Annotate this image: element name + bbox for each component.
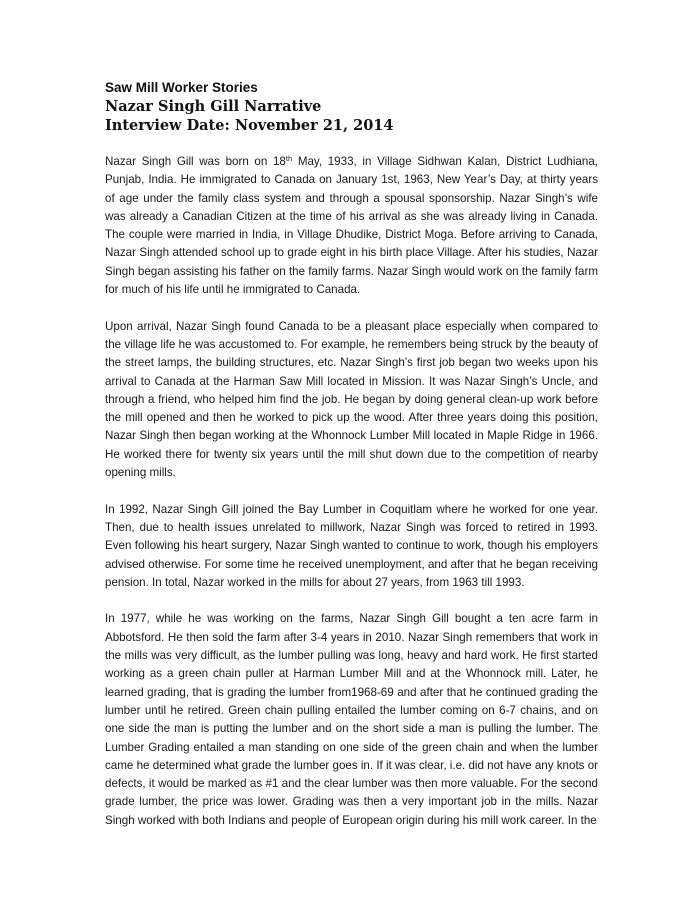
narrative-title: Nazar Singh Gill Narrative xyxy=(105,98,322,115)
paragraph-2: Upon arrival, Nazar Singh found Canada to be a pleasant place especially when compared to the village life he was accustomed to. For example, he remembers being struck by the beauty of the street lamps, the building structures, etc. Nazar Singh’s first job began two weeks upon his arrival to Canada at the Harman Saw Mill located in Mission. It was Nazar Singh’s Uncle, and through a friend, who helped him find the job. He began by doing general clean-up work before the mill opened and then he worked to pick up the wood. After three years doing this position, Nazar Singh then began working at the Whonnock Lumber Mill located in Maple Ridge in 1966. He worked there for twenty six years until the mill shut down due to the competition of nearby opening mills. xyxy=(105,319,598,480)
paragraph-1-start: Nazar Singh Gill was born on 18 xyxy=(105,155,286,168)
paragraph-1-rest: May, 1933, in Village Sidhwan Kalan, District Ludhiana, Punjab, India. He immigrated to Canada on January 1st, 1963, New Year’s Day, at thirty years of age under the family class system and through a spousal sponsorship. Nazar Singh’s wife was already a Canadian Citizen at the time of his arrival as she was already living in Canada. The couple were married in India, in Village Dhudike, District Moga. Before arriving to Canada, Nazar Singh attended school up to grade eight in his birth place Village. After his studies, Nazar Singh began assisting his father on the family farms. Nazar Singh would work on the family farm for much of his life until he immigrated to Canada. xyxy=(105,155,599,297)
ordinal-suffix: th xyxy=(285,154,293,163)
document-body xyxy=(105,153,598,848)
paragraph-4: In 1977, while he was working on the farms, Nazar Singh Gill bought a ten acre farm in Abbotsford. He then sold the farm after 3-4 years in 2010. Nazar Singh remembers that work in the mills was very difficult, as the lumber pulling was long, heavy and hard work. He first started working as a green chain puller at Harman Lumber Mill and at the Whonnock mill. Later, he learned grading, that is grading the lumber from1968-69 and after that he continued grading the lumber until he retired. Green chain pulling entailed the lumber coming on 6-7 chains, and on one side the man is putting the lumber and on the short side a man is pulling the lumber. The Lumber Grading entailed a man standing on one side of the green chain and when the lumber came he determined what grade the lumber goes in. If it was clear, i.e. did not have any knots or defects, it would be marked as #1 and the clear lumber was then more valuable. For the second grade lumber, the price was lower. Grading was then a very important job in the mills. Nazar Singh worked with both Indians and people of European origin during his mill work career. In the xyxy=(105,612,599,827)
paragraph-1 xyxy=(105,153,598,299)
paragraph-3: In 1992, Nazar Singh Gill joined the Bay Lumber in Coquitlam where he worked for one year. Then, due to health issues unrelated to millwork, Nazar Singh was forced to retired in 1993. Even following his heart surgery, Nazar Singh wanted to continue to work, though his employers advised otherwise. For some time he received unemployment, and after that he began receiving pension. In total, Nazar worked in the mills for about 27 years, from 1963 till 1993. xyxy=(105,502,598,589)
interview-date: Interview Date: November 21, 2014 xyxy=(105,117,394,134)
document-header xyxy=(105,79,605,135)
series-title: Saw Mill Worker Stories xyxy=(105,80,258,95)
